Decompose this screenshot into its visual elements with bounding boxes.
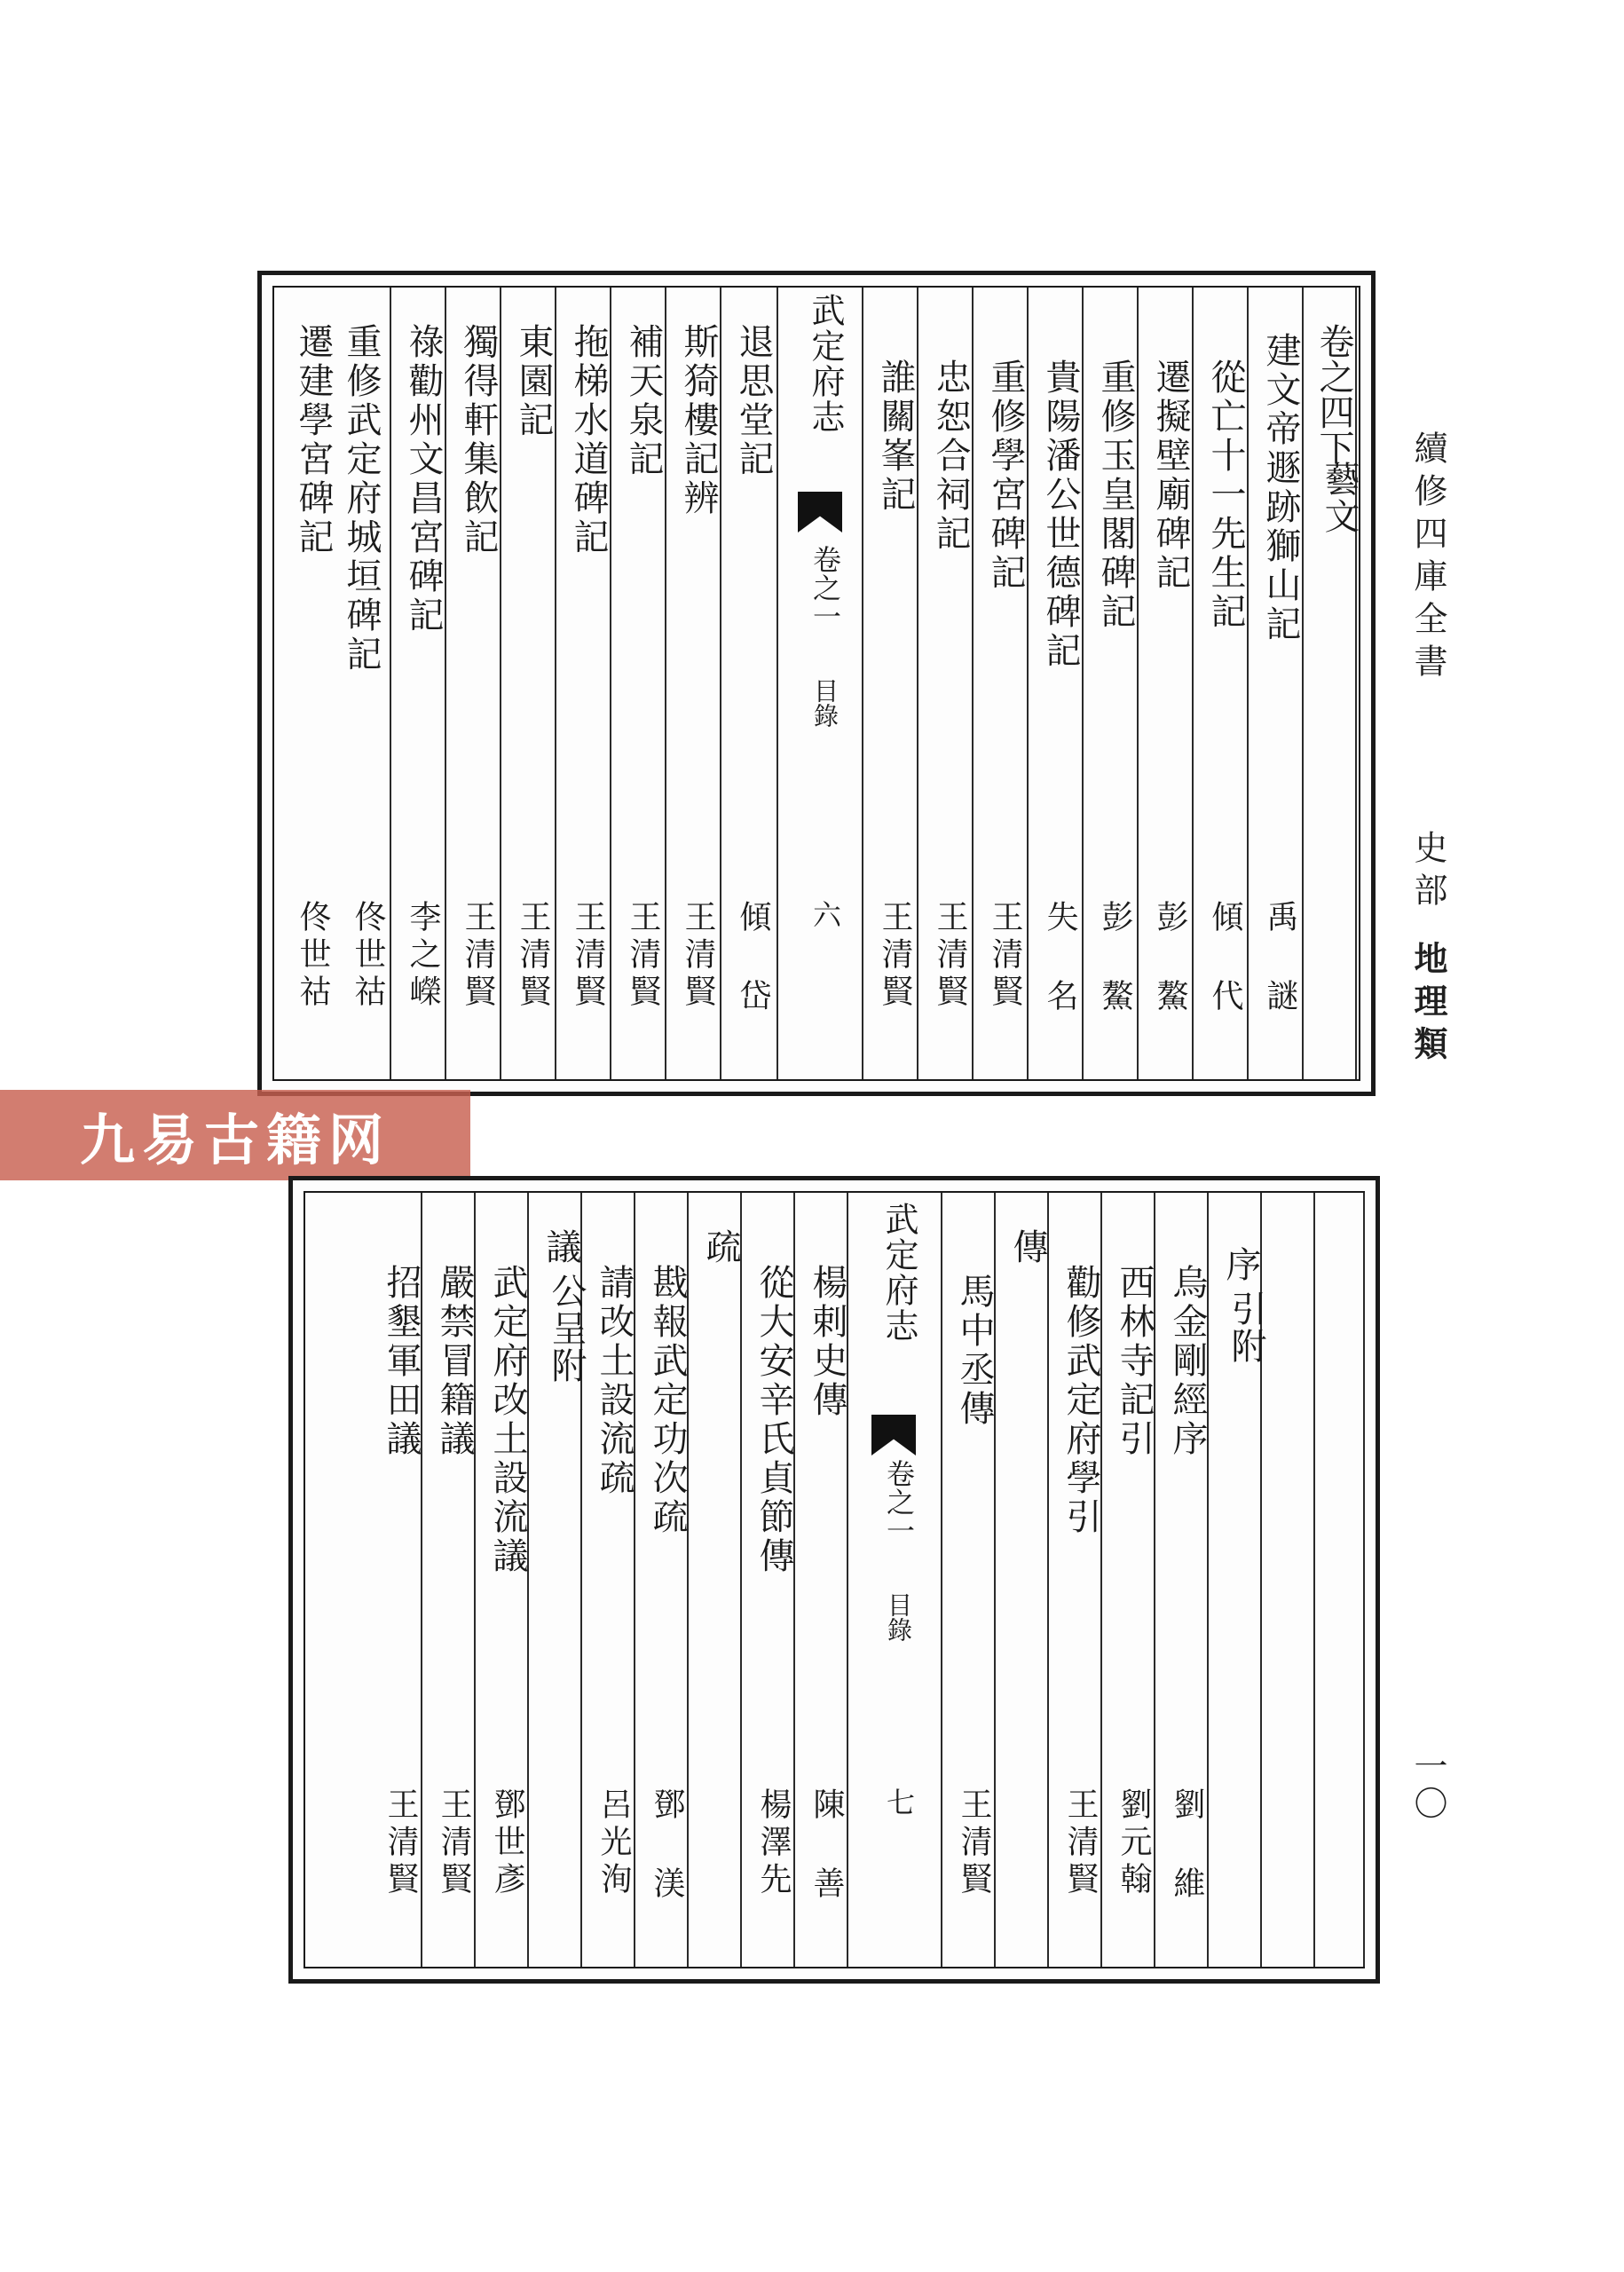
lower-col-preface-0 [1154,1193,1209,1967]
upper-col-6 [917,288,974,1079]
upper-col-1 [1192,288,1249,1079]
entry-author: 王清賢 [987,900,1023,1012]
entry-title: 西林寺記引 [1114,1264,1155,1459]
lower-page-inner-frame [304,1191,1365,1968]
lower-col-shu-0 [634,1193,689,1967]
entry-author: 王清賢 [1062,1787,1099,1899]
entry-title: 馬中丞傳 [954,1273,995,1429]
fish-tail-icon [798,492,842,532]
upper-col-3 [1082,288,1139,1079]
entry-title: 東園記 [513,323,554,440]
lower-col-yi-heading [527,1193,587,1967]
upper-col-8 [720,288,778,1079]
lower-col-yi-2 [367,1193,422,1967]
entry-author: 王清賢 [570,900,606,1012]
entry-author: 楊澤先 [755,1787,792,1899]
entry-title: 獨得軒集飲記 [458,323,499,557]
entry-title: 招墾軍田議 [381,1264,422,1459]
upper-col-15 [335,288,391,1079]
section-sub: 藝文 [1319,461,1360,535]
yi-sub: 公呈附 [546,1273,587,1384]
spine-juan: 卷之一 [808,545,842,630]
entry-author: 李之嶸 [405,900,441,1012]
entry-author: 彭 鰲 [1097,900,1133,1016]
entry-author: 王清賢 [436,1787,472,1899]
yi-heading: 議 [540,1228,581,1264]
page-number: 一〇 [1408,1748,1447,1823]
entry-author: 呂光洵 [595,1787,632,1899]
entry-title: 武定府改土設流議 [487,1264,528,1576]
shu-heading: 疏 [700,1228,741,1264]
entry-title: 楊剌史傳 [807,1264,847,1420]
running-header-series: 續修四庫全書 [1408,430,1447,686]
entry-title: 勸修武定府學引 [1060,1264,1101,1537]
running-header-section: 史部 [1408,830,1447,915]
entry-title: 遷擬壁廟碑記 [1150,359,1191,593]
entry-author: 劉 維 [1169,1787,1205,1904]
lower-col-empty-a [1313,1193,1365,1967]
lower-col-empty-c [311,1193,367,1967]
spine-juan: 卷之一 [882,1459,916,1544]
lower-col-zhuan-1 [793,1193,848,1967]
lower-col-zhuan-0 [941,1193,996,1967]
entry-author: 王清賢 [877,900,913,1012]
entry-author: 王清賢 [460,900,496,1012]
entry-author: 禹 謎 [1262,900,1298,1016]
watermark-banner [0,1090,470,1180]
upper-col-12 [500,288,556,1079]
spine-leaf: 七 [882,1787,916,1816]
entry-author: 王清賢 [382,1787,419,1899]
section-heading: 卷之四下 [1313,323,1354,465]
entry-author: 王清賢 [515,900,551,1012]
entry-author: 陳 善 [808,1787,845,1904]
entry-author: 王清賢 [680,900,716,1012]
lower-col-preface-heading [1207,1193,1266,1967]
entry-title: 重修學宮碑記 [985,359,1026,593]
lower-col-yi-1 [421,1193,476,1967]
entry-title: 貴陽潘公世德碑記 [1040,359,1081,671]
lower-page [288,1176,1380,1984]
lower-col-yi-0 [474,1193,529,1967]
upper-col-0 [1247,288,1304,1079]
entry-title: 拖梯水道碑記 [568,323,609,557]
spine-leaf: 六 [808,900,842,928]
entry-title: 補天泉記 [623,323,664,479]
spine-mulu: 目錄 [810,678,840,728]
upper-col-7 [862,288,918,1079]
upper-page-inner-frame [272,286,1360,1081]
upper-col-10 [610,288,666,1079]
entry-author: 佟世祜 [295,900,331,1012]
lower-col-zhuan-2 [740,1193,795,1967]
spine-book-title: 武定府志 [879,1202,918,1344]
upper-col-heading [1302,288,1360,1079]
entry-author: 彭 鰲 [1152,900,1188,1016]
entry-title: 重修玉皇閣碑記 [1095,359,1136,632]
entry-author: 傾 代 [1207,900,1243,1016]
upper-col-11 [555,288,611,1079]
entry-title: 建文帝遯跡獅山記 [1260,332,1301,644]
entry-title: 斯猗樓記辨 [678,323,719,518]
entry-author: 鄧世彥 [489,1787,525,1899]
lower-col-shu-heading [687,1193,742,1967]
upper-col-16 [280,288,335,1079]
entry-author: 傾 岱 [735,900,771,1016]
preface-heading: 序 [1220,1246,1261,1282]
spine-mulu: 目錄 [884,1592,913,1642]
upper-col-13 [445,288,501,1079]
preface-sub: 引附 [1226,1290,1266,1365]
entry-author: 失 名 [1042,900,1078,1016]
lower-col-preface-1 [1100,1193,1155,1967]
entry-author: 劉元翰 [1116,1787,1152,1899]
zhuan-heading: 傳 [1007,1228,1048,1264]
upper-col-2 [1137,288,1194,1079]
upper-col-14 [390,288,446,1079]
entry-title: 遷建學宮碑記 [293,323,334,557]
entry-title: 重修武定府城垣碑記 [341,323,382,674]
lower-col-preface-2 [1047,1193,1102,1967]
entry-title: 誰關峯記 [875,359,916,515]
fish-tail-icon [871,1415,916,1456]
entry-title: 戡報武定功次疏 [647,1264,688,1537]
upper-spine [777,288,863,1079]
entry-author: 王清賢 [625,900,661,1012]
entry-author: 王清賢 [956,1787,992,1899]
entry-title: 烏金剛經序 [1167,1264,1208,1459]
entry-title: 退思堂記 [733,323,774,479]
entry-title: 祿勸州文昌宮碑記 [403,323,444,635]
entry-title: 忠恕合祠記 [930,359,971,554]
upper-col-4 [1027,288,1084,1079]
running-header-category: 地理類 [1408,941,1448,1069]
watermark-text: 九易古籍网 [79,1107,390,1172]
entry-title: 從大安辛氏貞節傳 [753,1264,794,1576]
upper-page [257,271,1376,1096]
lower-col-zhuan-heading [994,1193,1049,1967]
entry-title: 從亡十一先生記 [1205,359,1246,632]
upper-col-9 [665,288,721,1079]
entry-author: 王清賢 [932,900,968,1012]
entry-title: 嚴禁冒籍議 [434,1264,475,1459]
entry-author: 佟世祜 [350,900,386,1012]
spine-book-title: 武定府志 [806,293,845,435]
lower-spine [847,1193,942,1967]
entry-author: 鄧 渼 [649,1787,685,1904]
entry-title: 請改土設流疏 [594,1264,635,1498]
upper-col-5 [972,288,1029,1079]
